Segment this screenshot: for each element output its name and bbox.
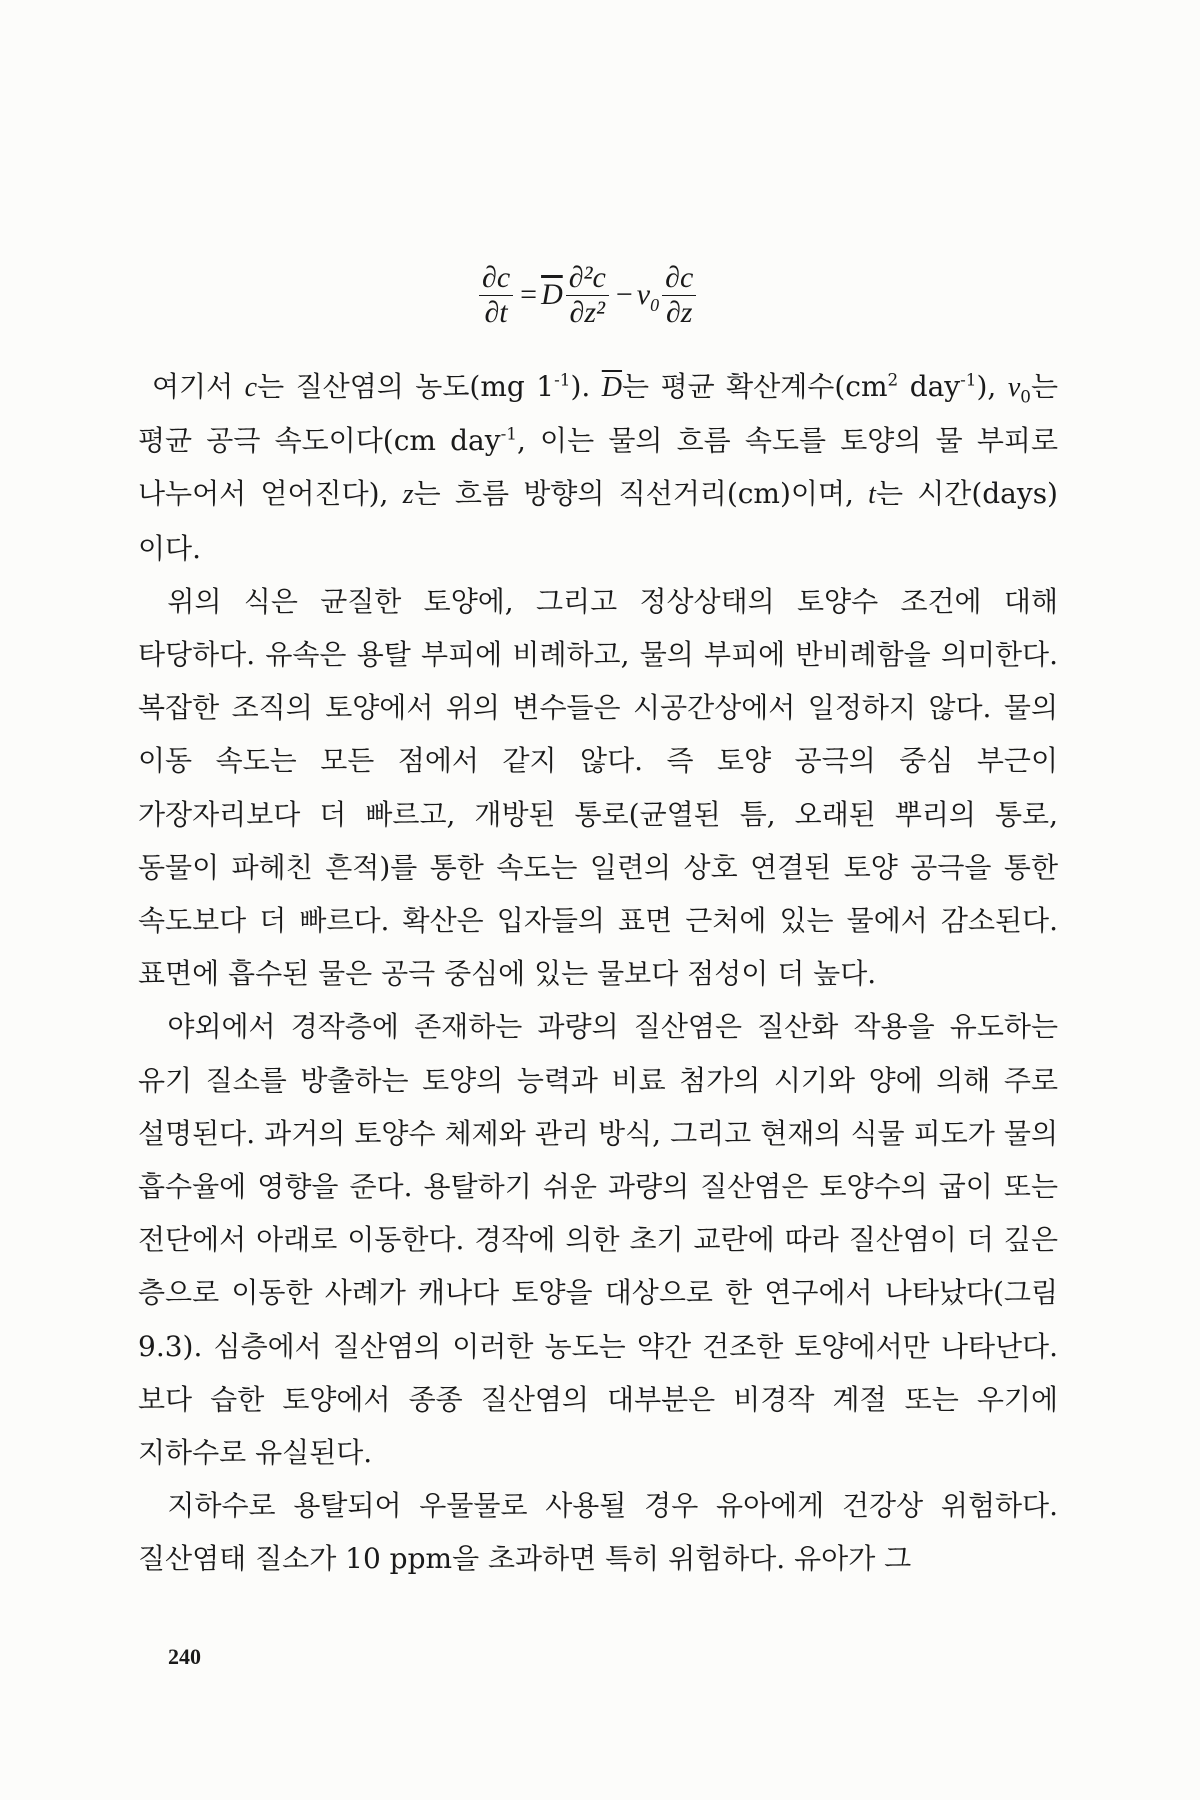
subscript: 0	[1020, 386, 1031, 407]
lhs-fraction	[479, 262, 513, 328]
text-run: 는 시간(days)이다.	[138, 477, 1058, 565]
variable-z: z	[402, 479, 414, 511]
exponent: -1	[960, 369, 977, 390]
paragraph-field-nitrate: 야외에서 경작층에 존재하는 과량의 질산염은 질산화 작용을 유도하는 유기 질소를 방출하는 토양의 능력과 비료 첨가의 시기와 양에 의해 주로 설명된다. 과거의 토양수 체제와 관리 방식, 그리고 현재의 식물 피도가 물의 흡수율에 영향을 준다. 용탈하기 쉬운 과량의 질산염은 토양수의 굽이 또는 전단에서 아래로 이동한다. 경작에 의한 초기 교란에 따라 질산염이 더 깊은 층으로 이동한 사례가 캐나다 토양을 대상으로 한 연구에서 나타났다(그림 9.3). 심층에서 질산염의 이러한 농도는 약간 건조한 토양에서만 나타난다. 보다 습한 토양에서 종종 질산염의 대부분은 비경작 계절 또는 우기에 지하수로 유실된다.	[138, 1010, 1058, 1470]
text-run: 는 질산염의 농도(mg 1	[257, 370, 555, 403]
text-run: day	[898, 370, 961, 403]
exponent: -1	[554, 369, 571, 390]
page-number: 240	[168, 1644, 201, 1669]
equals-sign: =	[520, 278, 538, 311]
text-run: 는 평균 확산계수(cm	[622, 370, 888, 403]
text-run: 는 흐름 방향의 직선거리(cm)이며,	[413, 477, 869, 511]
paragraph-groundwater-risk: 지하수로 용탈되어 우물물로 사용될 경우 유아에게 건강상 위험하다. 질산염태 질소가 10 ppm을 초과하면 특히 위험하다. 유아가 그	[138, 1489, 1058, 1576]
first-derivative-fraction	[662, 262, 696, 328]
exponent: 2	[887, 369, 899, 390]
variable-c: c	[244, 372, 258, 403]
second-derivative-fraction	[566, 262, 609, 328]
text-run: ),	[976, 370, 1008, 403]
text-run: 는 평균 공극 속도이다(cm day	[138, 370, 1059, 458]
body-text	[138, 360, 1058, 1586]
text-run: , 이는 물의 흐름 속도를 토양의 물 부피로 나누어서 얻어진다),	[138, 424, 1058, 511]
first-derivative-numerator: ∂c	[662, 262, 696, 296]
variable-v: v	[1007, 372, 1021, 403]
velocity-symbol: v	[636, 278, 651, 311]
paragraph-equation-validity: 위의 식은 균질한 토양에, 그리고 정상상태의 토양수 조건에 대해 타당하다. 유속은 용탈 부피에 비례하고, 물의 부피에 반비례함을 의미한다. 복잡한 조직의 토양에서 위의 변수들은 시공간상에서 일정하지 않다. 물의 이동 속도는 모든 점에서 같지 않다. 즉 토양 공극의 중심 부근이 가장자리보다 더 빠르고, 개방된 통로(균열된 틈, 오래된 뿌리의 통로, 동물이 파헤친 흔적)를 통한 속도는 일련의 상호 연결된 토양 공극을 통한 속도보다 더 빠르다. 확산은 입자들의 표면 근처에 있는 물에서 감소된다. 표면에 흡수된 물은 공극 중심에 있는 물보다 점성이 더 높다.	[138, 584, 1058, 991]
velocity-subscript: 0	[650, 295, 660, 315]
paragraph-variable-definitions	[138, 360, 1058, 575]
variable-d-bar: $\overline{D}$	[601, 372, 623, 403]
minus-sign: −	[615, 278, 633, 311]
first-derivative-denominator: ∂z	[665, 295, 693, 329]
second-derivative-denominator: ∂z²	[569, 295, 606, 329]
text-run: 여기서	[152, 370, 245, 403]
text-run: ).	[570, 370, 602, 403]
variable-t: t	[868, 479, 876, 511]
lhs-denominator: ∂t	[484, 295, 508, 329]
lhs-numerator: ∂c	[479, 262, 513, 296]
exponent: -1	[500, 423, 517, 444]
diffusion-equation	[476, 262, 699, 328]
second-derivative-numerator: ∂²c	[566, 262, 609, 296]
diffusion-coefficient: $\overline{D}$	[541, 278, 563, 311]
velocity-term	[636, 278, 660, 315]
